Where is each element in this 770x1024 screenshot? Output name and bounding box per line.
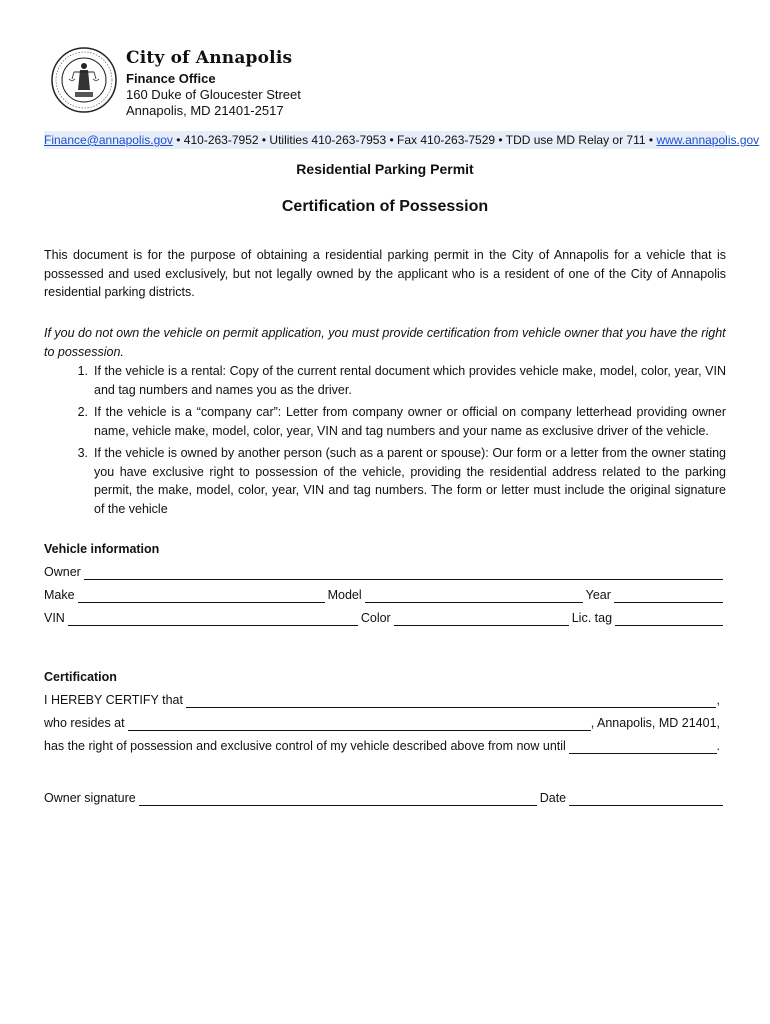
certification-heading: Certification [44, 670, 117, 684]
vin-color-tag-row [44, 610, 726, 626]
owner-label: Owner [44, 565, 81, 579]
signature-row [44, 790, 726, 806]
certify-comma: , [716, 693, 720, 707]
requirements-list [44, 362, 726, 522]
vehicle-info-heading: Vehicle information [44, 542, 160, 556]
color-label: Color [360, 611, 391, 625]
make-model-year-row [44, 587, 726, 603]
owner-signature-label: Owner signature [44, 791, 136, 805]
list-text: If the vehicle is owned by another person (such as a parent or spouse): Our form or a letter from the owner stating you have exclusive right to possession of the vehicle, providing the residential address related to the parking permit, the make, model, color, year, VIN and tag numbers. The form or letter must include the original signature of the vehicle [94, 446, 726, 516]
owner-signature-field[interactable] [139, 792, 537, 806]
model-field[interactable] [365, 589, 583, 603]
date-label: Date [539, 791, 567, 805]
intro-paragraph: This document is for the purpose of obtaining a residential parking permit in the City of Annapolis for a vehicle that is possessed and used exclusively, but not legally owned by the applicant who is a resident of one of the City of Annapolis residential parking districts. [44, 248, 726, 299]
owner-field[interactable] [84, 566, 723, 580]
list-number: 3. [77, 446, 88, 460]
document-title: Residential Parking Permit [296, 161, 474, 177]
letterhead [126, 48, 301, 119]
owner-row [44, 564, 726, 580]
year-field[interactable] [614, 589, 723, 603]
address-line-1: 160 Duke of Gloucester Street [126, 87, 301, 102]
certify-row [44, 692, 726, 708]
certify-label: I HEREBY CERTIFY that [44, 693, 183, 707]
year-label: Year [585, 588, 611, 602]
right-until-row [44, 738, 726, 754]
office-name: Finance Office [126, 71, 216, 86]
certify-name-field[interactable] [186, 694, 716, 708]
city-seal [50, 46, 118, 114]
color-field[interactable] [394, 612, 569, 626]
contact-bar [44, 131, 760, 149]
address-line-2: Annapolis, MD 21401-2517 [126, 103, 284, 118]
make-field[interactable] [78, 589, 325, 603]
lic-tag-label: Lic. tag [571, 611, 613, 625]
vin-label: VIN [44, 611, 65, 625]
resides-row [44, 715, 726, 731]
list-item [44, 444, 726, 518]
right-text: has the right of possession and exclusive control of my vehicle described above from now until [44, 739, 566, 753]
date-field[interactable] [569, 792, 723, 806]
contact-phones: • 410-263-7952 • Utilities 410-263-7953 • Fax 410-263-7529 • TDD use MD Relay or 711 • [172, 133, 657, 147]
ownership-note: If you do not own the vehicle on permit application, you must provide certification from vehicle owner that you have the right to possession. [44, 326, 726, 359]
resides-label: who resides at [44, 716, 125, 730]
make-label: Make [44, 588, 75, 602]
model-label: Model [327, 588, 362, 602]
list-item [44, 362, 726, 399]
list-number: 2. [77, 405, 88, 419]
city-suffix: , Annapolis, MD 21401, [590, 716, 720, 730]
right-period: . [716, 739, 720, 753]
email-link[interactable]: Finance@annapolis.gov [44, 133, 173, 147]
lic-tag-field[interactable] [615, 612, 723, 626]
vin-field[interactable] [68, 612, 358, 626]
document-subtitle: Certification of Possession [281, 198, 489, 215]
website-link[interactable]: www.annapolis.gov [656, 133, 760, 147]
list-text: If the vehicle is a “company car”: Letter from company owner or official on company letterhead providing owner name, vehicle make, model, color, year, VIN and tag numbers and your name as exclusive driver of the vehicle. [94, 405, 726, 438]
city-name: City of Annapolis [126, 48, 293, 68]
address-field[interactable] [128, 717, 591, 731]
until-date-field[interactable] [569, 740, 717, 754]
list-text: If the vehicle is a rental: Copy of the current rental document which provides vehicle make, model, color, year, VIN and tag numbers and names you as the driver. [94, 364, 726, 397]
list-item [44, 403, 726, 440]
list-number: 1. [77, 364, 88, 378]
